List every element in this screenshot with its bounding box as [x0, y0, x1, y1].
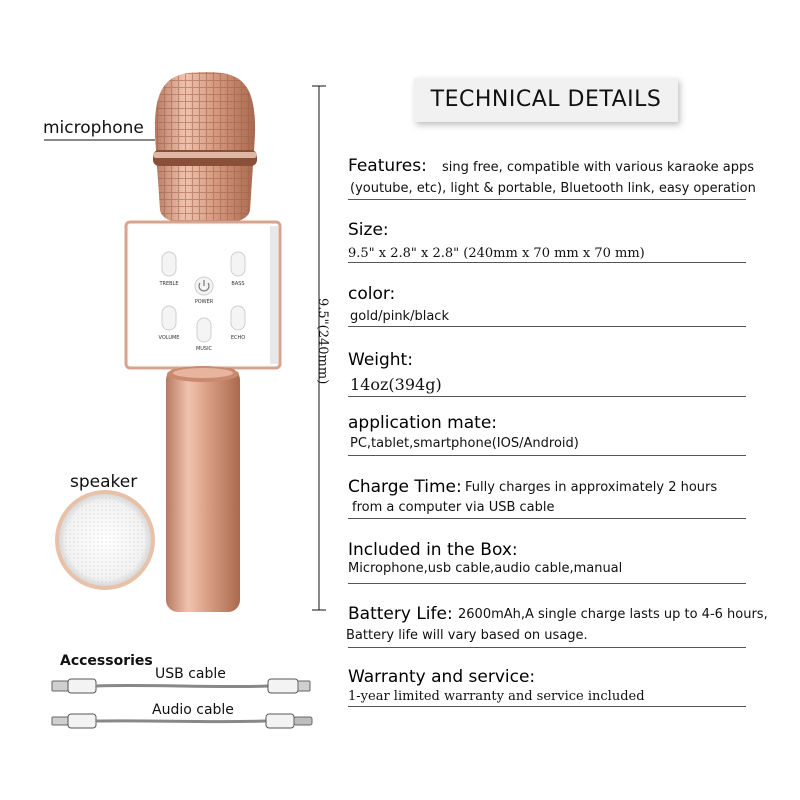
battery-line1: 2600mAh,A single charge lasts up to 4-6 hours, [458, 607, 768, 622]
color-line1: gold/pink/black [350, 309, 449, 324]
box-rule [348, 583, 746, 584]
application-rule [348, 455, 746, 456]
size-rule [348, 262, 746, 263]
warranty-heading: Warranty and service: [348, 667, 536, 687]
charge-rule [348, 518, 746, 519]
echo-label: ECHO [230, 335, 246, 341]
size-line1: 9.5" x 2.8" x 2.8" (240mm x 70 mm x 70 mm) [348, 246, 645, 261]
weight-heading: Weight: [348, 350, 413, 370]
treble-button[interactable] [162, 252, 176, 276]
warranty-rule [348, 706, 746, 707]
warranty-line1: 1-year limited warranty and service included [348, 689, 645, 704]
features-line1: sing free, compatible with various karaoke apps [442, 160, 754, 175]
battery-line2: Battery life will vary based on usage. [346, 628, 588, 643]
box-heading: Included in the Box: [348, 540, 518, 560]
charge-line2: from a computer via USB cable [352, 500, 555, 515]
application-heading: application mate: [348, 413, 498, 433]
bass-button[interactable] [231, 252, 245, 276]
power-label: POWER [194, 299, 214, 305]
accessories-label: Accessories [60, 653, 153, 669]
audio-cable-label: Audio cable [152, 702, 234, 718]
usb-cable-label: USB cable [155, 666, 226, 682]
volume-label: VOLUME [158, 335, 180, 341]
charge-line1: Fully charges in approximately 2 hours [465, 480, 718, 495]
bass-label: BASS [231, 281, 245, 287]
microphone-handle [166, 366, 240, 612]
features-line2: (youtube, etc), light & portable, Bluetooth link, easy operation [350, 181, 756, 196]
music-button[interactable] [197, 318, 211, 342]
color-heading: color: [348, 284, 396, 304]
weight-rule [348, 396, 746, 397]
charge-heading: Charge Time: [348, 477, 462, 497]
features-rule [348, 199, 746, 200]
music-label: MUSIC [195, 346, 213, 352]
size-heading: Size: [348, 220, 389, 240]
features-heading: Features: [348, 156, 427, 176]
volume-button[interactable] [162, 306, 176, 330]
battery-heading: Battery Life: [348, 604, 453, 624]
microphone-head-grille [153, 72, 257, 224]
echo-button[interactable] [231, 306, 245, 330]
box-line1: Microphone,usb cable,audio cable,manual [348, 561, 623, 576]
microphone-label: microphone [43, 118, 144, 138]
speaker-label: speaker [70, 472, 138, 492]
height-dimension-label: 9.5"(240mm) [315, 298, 330, 385]
speaker-closeup [55, 490, 155, 590]
weight-line1: 14oz(394g) [350, 375, 442, 394]
application-line1: PC,tablet,smartphone(IOS/Android) [350, 436, 579, 451]
treble-label: TREBLE [159, 281, 179, 287]
color-rule [348, 326, 746, 327]
page-title: TECHNICAL DETAILS [430, 87, 662, 112]
battery-rule [348, 647, 746, 648]
